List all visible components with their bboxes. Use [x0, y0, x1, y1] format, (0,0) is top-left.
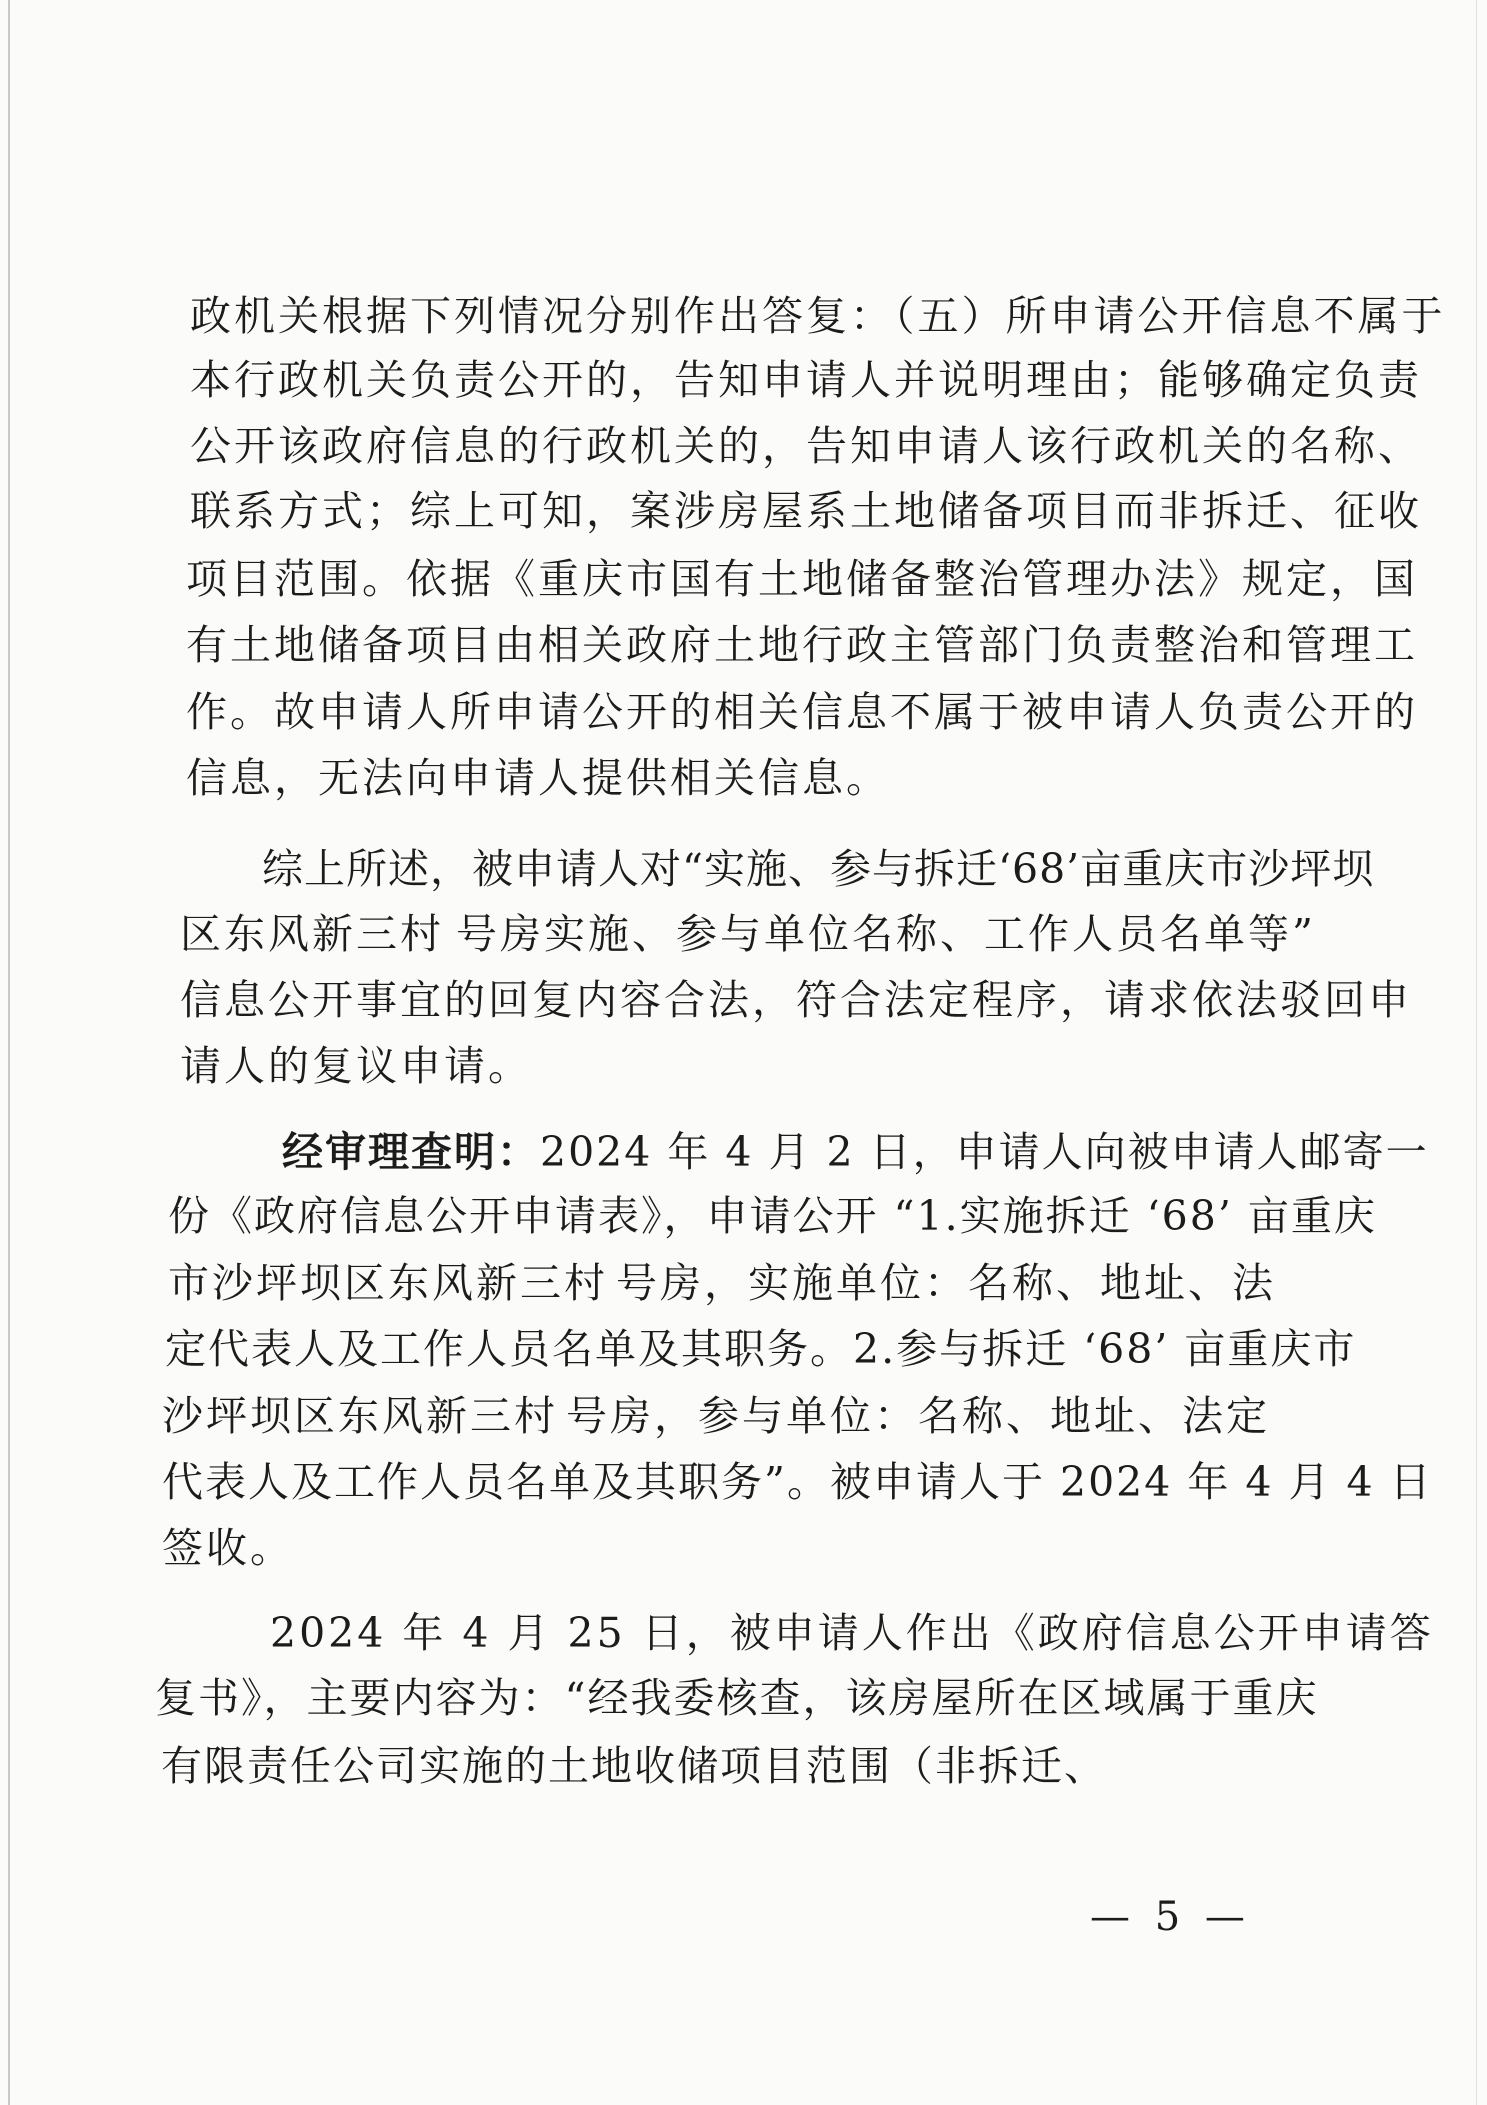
- text-line: 市沙坪坝区东风新三村 号房，实施单位：名称、地址、法: [168, 1259, 1276, 1307]
- text-line: 区东风新三村 号房实施、参与单位名称、工作人员名单等”: [180, 910, 1316, 958]
- text-line: 综上所述，被申请人对“实施、参与拆迁‘68’亩重庆市沙坪坝: [262, 845, 1375, 893]
- text-line: 有土地储备项目由相关政府土地行政主管部门负责整治和管理工: [186, 621, 1418, 669]
- page-number: — 5 —: [1090, 1894, 1251, 1940]
- text-line: 复书》，主要内容为：“经我委核查，该房屋所在区域属于重庆: [155, 1674, 1319, 1722]
- text-line: 有限责任公司实施的土地收储项目范围（非拆迁、: [161, 1742, 1107, 1790]
- text-line: 沙坪坝区东风新三村 号房，参与单位：名称、地址、法定: [162, 1392, 1270, 1440]
- text-line: 联系方式；综上可知，案涉房屋系土地储备项目而非拆迁、征收: [190, 487, 1422, 535]
- text-line: 代表人及工作人员名单及其职务”。被申请人于 2024 年 4 月 4 日: [162, 1458, 1433, 1506]
- text-line: 签收。: [162, 1524, 294, 1572]
- section-heading: 经审理查明：: [282, 1128, 540, 1176]
- text-line: 经审理查明：2024 年 4 月 2 日，申请人向被申请人邮寄一: [282, 1128, 1429, 1176]
- text-line: 信息公开事宜的回复内容合法，符合法定程序，请求依法驳回申: [180, 976, 1412, 1024]
- scan-page-edge: [8, 0, 10, 2105]
- text-line: 公开该政府信息的行政机关的，告知申请人该行政机关的名称、: [190, 422, 1422, 470]
- text-line: 作。故申请人所申请公开的相关信息不属于被申请人负责公开的: [186, 688, 1418, 736]
- text-line: 请人的复议申请。: [180, 1042, 532, 1090]
- text-line: 项目范围。依据《重庆市国有土地储备整治管理办法》规定，国: [186, 555, 1418, 603]
- text-line: 定代表人及工作人员名单及其职务。2.参与拆迁 ‘68’ 亩重庆市: [165, 1325, 1357, 1373]
- text-line: 本行政机关负责公开的，告知申请人并说明理由；能够确定负责: [190, 356, 1422, 404]
- text-line: 2024 年 4 月 25 日，被申请人作出《政府信息公开申请答: [270, 1609, 1434, 1657]
- scan-page-edge-right: [1476, 0, 1477, 2105]
- text-line: 政机关根据下列情况分别作出答复：（五）所申请公开信息不属于: [190, 292, 1446, 340]
- text-line: 信息，无法向申请人提供相关信息。: [186, 754, 890, 802]
- text-line: 份《政府信息公开申请表》，申请公开 “1.实施拆迁 ‘68’ 亩重庆: [168, 1192, 1377, 1240]
